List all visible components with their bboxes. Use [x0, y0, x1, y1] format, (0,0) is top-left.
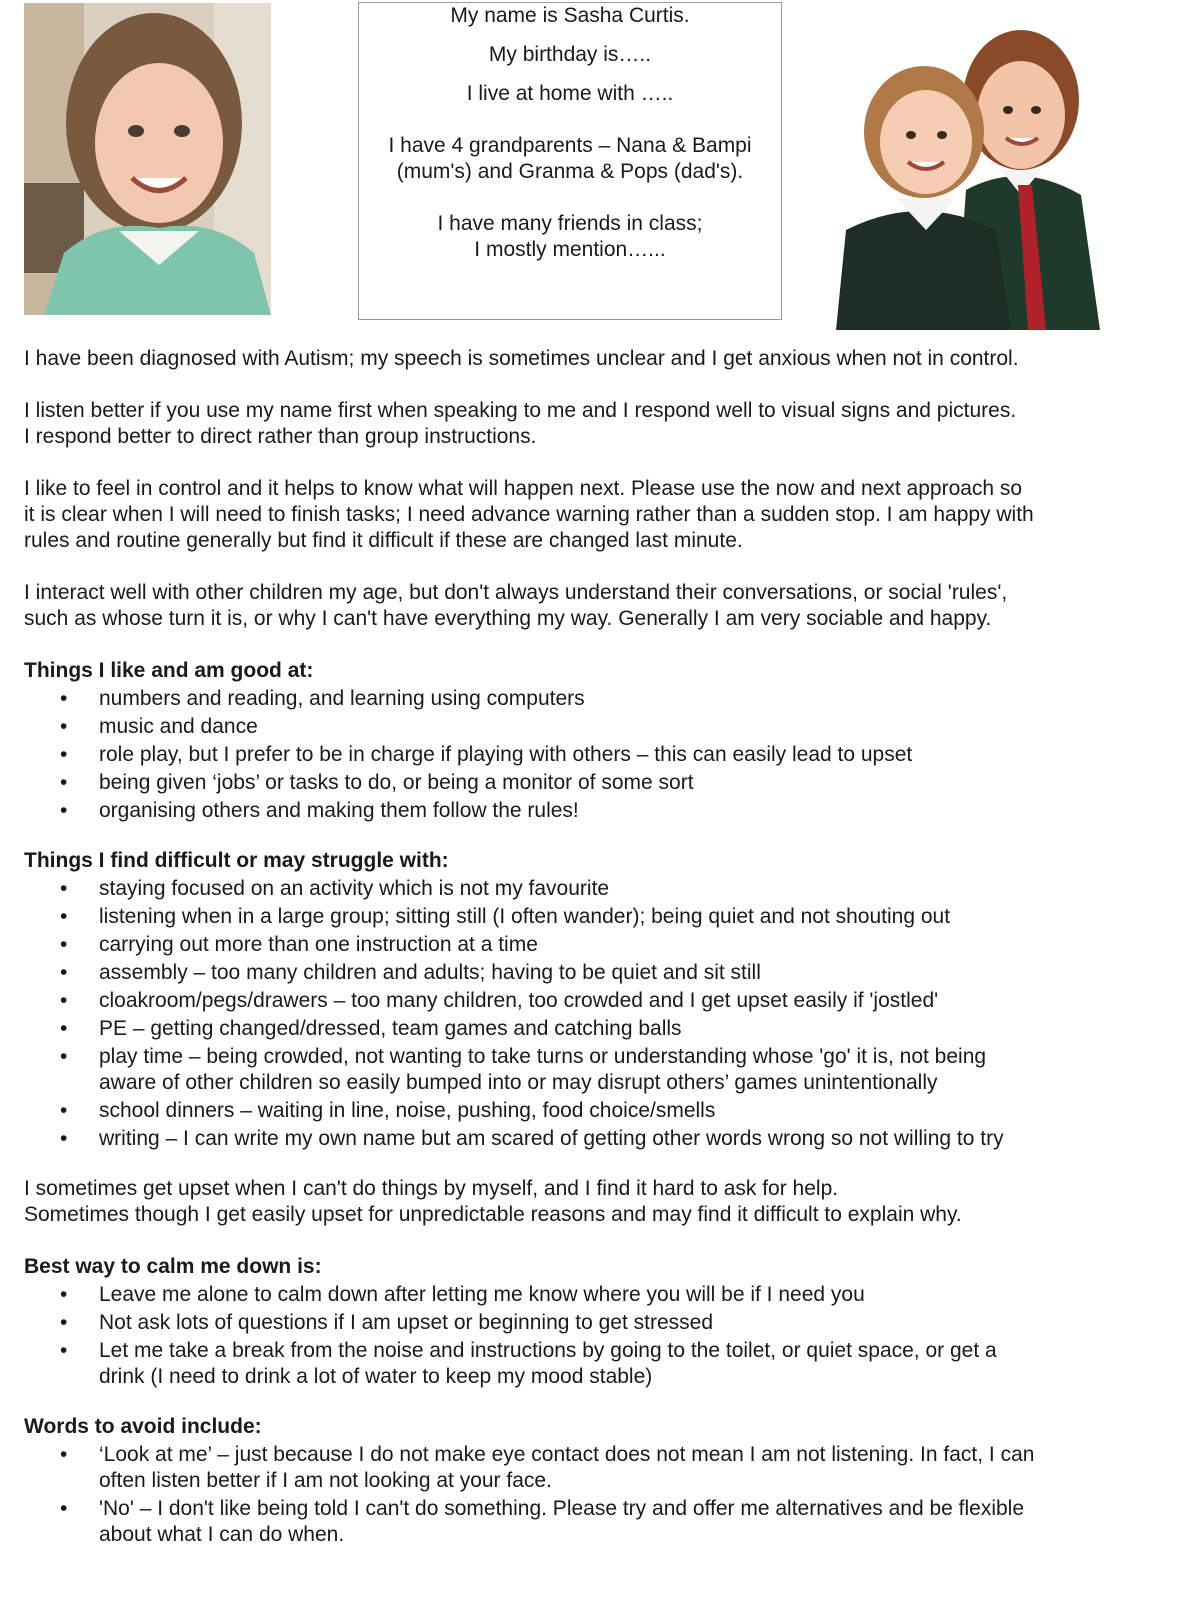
- upset-line-1: I sometimes get upset when I can't do things by myself, and I find it hard to ask for help.: [24, 1177, 839, 1200]
- bullet-icon: •: [60, 1017, 68, 1040]
- list-item: • play time – being crowded, not wanting to take turns or understanding whose 'go' it is, not being aware of other children so easily bumped into or may disrupt others’ games unintentionally: [24, 1044, 1154, 1096]
- bullet-icon: •: [60, 715, 68, 738]
- list-item: • organising others and making them follow the rules!: [60, 799, 579, 822]
- bullet-icon: •: [60, 1045, 68, 1068]
- break-continuation: drink (I need to drink a lot of water to keep my mood stable): [99, 1365, 653, 1388]
- list-item: • school dinners – waiting in line, noise, pushing, food choice/smells: [60, 1099, 716, 1122]
- bullet-icon: •: [60, 1099, 68, 1122]
- interaction-line-2: such as whose turn it is, or why I can't have everything my way. Generally I am very sociable and happy.: [24, 607, 992, 630]
- photo-girl-portrait: [24, 3, 271, 315]
- difficult-list: [24, 876, 1154, 1152]
- control-paragraph: [24, 476, 1154, 554]
- list-item: • carrying out more than one instruction at a time: [60, 933, 538, 956]
- bullet-icon: •: [60, 933, 68, 956]
- list-item: • Let me take a break from the noise and instructions by going to the toilet, or quiet space, or get a drink (I need to drink a lot of water to keep my mood stable): [24, 1338, 1154, 1390]
- look-at-me-continuation: often listen better if I am not looking at your face.: [99, 1469, 552, 1492]
- list-item: • Not ask lots of questions if I am upset or beginning to get stressed: [60, 1311, 714, 1334]
- list-item: • assembly – too many children and adults; having to be quiet and sit still: [60, 961, 761, 984]
- bullet-icon: •: [60, 799, 68, 822]
- bullet-icon: •: [60, 905, 68, 928]
- home-line: I live at home with …..: [466, 82, 674, 105]
- control-line-1: I like to feel in control and it helps to know what will happen next. Please use the now and next approach so: [24, 477, 1023, 500]
- list-item: • ‘Look at me’ – just because I do not make eye contact does not mean I am not listening. In fact, I can often listen better if I am not looking at your face.: [24, 1442, 1154, 1494]
- play-time-continuation: aware of other children so easily bumped into or may disrupt others’ games unintentionally: [99, 1071, 938, 1094]
- listening-line-2: I respond better to direct rather than group instructions.: [24, 425, 537, 448]
- grandparents-line-1: I have 4 grandparents – Nana & Bampi: [388, 134, 752, 157]
- difficult-heading: Things I find difficult or may struggle with:: [24, 849, 449, 872]
- upset-line-2: Sometimes though I get easily upset for unpredictable reasons and may find it difficult to explain why.: [24, 1203, 962, 1226]
- interaction-paragraph: [24, 580, 1154, 632]
- list-item: • writing – I can write my own name but am scared of getting other words wrong so not willing to try: [60, 1127, 1004, 1150]
- no-continuation: about what I can do when.: [99, 1523, 345, 1546]
- list-item: • cloakroom/pegs/drawers – too many children, too crowded and I get upset easily if 'jostled': [60, 989, 939, 1012]
- avoid-list: [24, 1442, 1154, 1548]
- bullet-icon: •: [60, 771, 68, 794]
- bullet-icon: •: [60, 1339, 68, 1362]
- bullet-icon: •: [60, 687, 68, 710]
- bullet-icon: •: [60, 1311, 68, 1334]
- birthday-line: My birthday is…..: [488, 43, 652, 66]
- list-item: • PE – getting changed/dressed, team games and catching balls: [60, 1017, 682, 1040]
- bullet-icon: •: [60, 989, 68, 1012]
- intro-box: [358, 2, 782, 320]
- calm-list: [24, 1282, 1154, 1390]
- good-at-heading: Things I like and am good at:: [24, 659, 314, 682]
- profile-body: [24, 346, 1154, 1572]
- listening-paragraph: [24, 398, 1154, 450]
- avoid-heading: Words to avoid include:: [24, 1415, 262, 1438]
- bullet-icon: •: [60, 743, 68, 766]
- control-line-2: it is clear when I will need to finish tasks; I need advance warning rather than a sudden stop. I am happy with: [24, 503, 1034, 526]
- list-item: • music and dance: [60, 715, 258, 738]
- calm-heading: Best way to calm me down is:: [24, 1255, 322, 1278]
- bullet-icon: •: [60, 1127, 68, 1150]
- list-item: • listening when in a large group; sitting still (I often wander); being quiet and not shouting out: [60, 905, 951, 928]
- listening-line-1: I listen better if you use my name first when speaking to me and I respond well to visual signs and pictures.: [24, 399, 1017, 422]
- list-item: • role play, but I prefer to be in charge if playing with others – this can easily lead to upset: [60, 743, 913, 766]
- autism-paragraph: I have been diagnosed with Autism; my speech is sometimes unclear and I get anxious when not in control.: [24, 347, 1019, 370]
- friends-line-2: I mostly mention…...: [474, 238, 666, 261]
- grandparents-line-2: (mum's) and Granma & Pops (dad's).: [396, 160, 744, 183]
- list-item: • Leave me alone to calm down after letting me know where you will be if I need you: [60, 1283, 865, 1306]
- bullet-icon: •: [60, 1283, 68, 1306]
- upset-paragraph: [24, 1176, 1154, 1228]
- bullet-icon: •: [60, 961, 68, 984]
- friends-line-1: I have many friends in class;: [437, 212, 703, 235]
- name-line: My name is Sasha Curtis.: [450, 4, 690, 27]
- bullet-icon: •: [60, 1497, 68, 1520]
- good-at-list: [24, 686, 1154, 824]
- list-item: • 'No' – I don't like being told I can't do something. Please try and offer me alternatives and be flexible about what I can do when.: [24, 1496, 1154, 1548]
- photo-two-girls: [836, 20, 1100, 330]
- interaction-line-1: I interact well with other children my age, but don't always understand their conversations, or social 'rules',: [24, 581, 1008, 604]
- list-item: • numbers and reading, and learning using computers: [60, 687, 585, 710]
- list-item: • staying focused on an activity which is not my favourite: [60, 877, 610, 900]
- bullet-icon: •: [60, 877, 68, 900]
- control-line-3: rules and routine generally but find it difficult if these are changed last minute.: [24, 529, 743, 552]
- list-item: • being given ‘jobs’ or tasks to do, or being a monitor of some sort: [60, 771, 694, 794]
- bullet-icon: •: [60, 1443, 68, 1466]
